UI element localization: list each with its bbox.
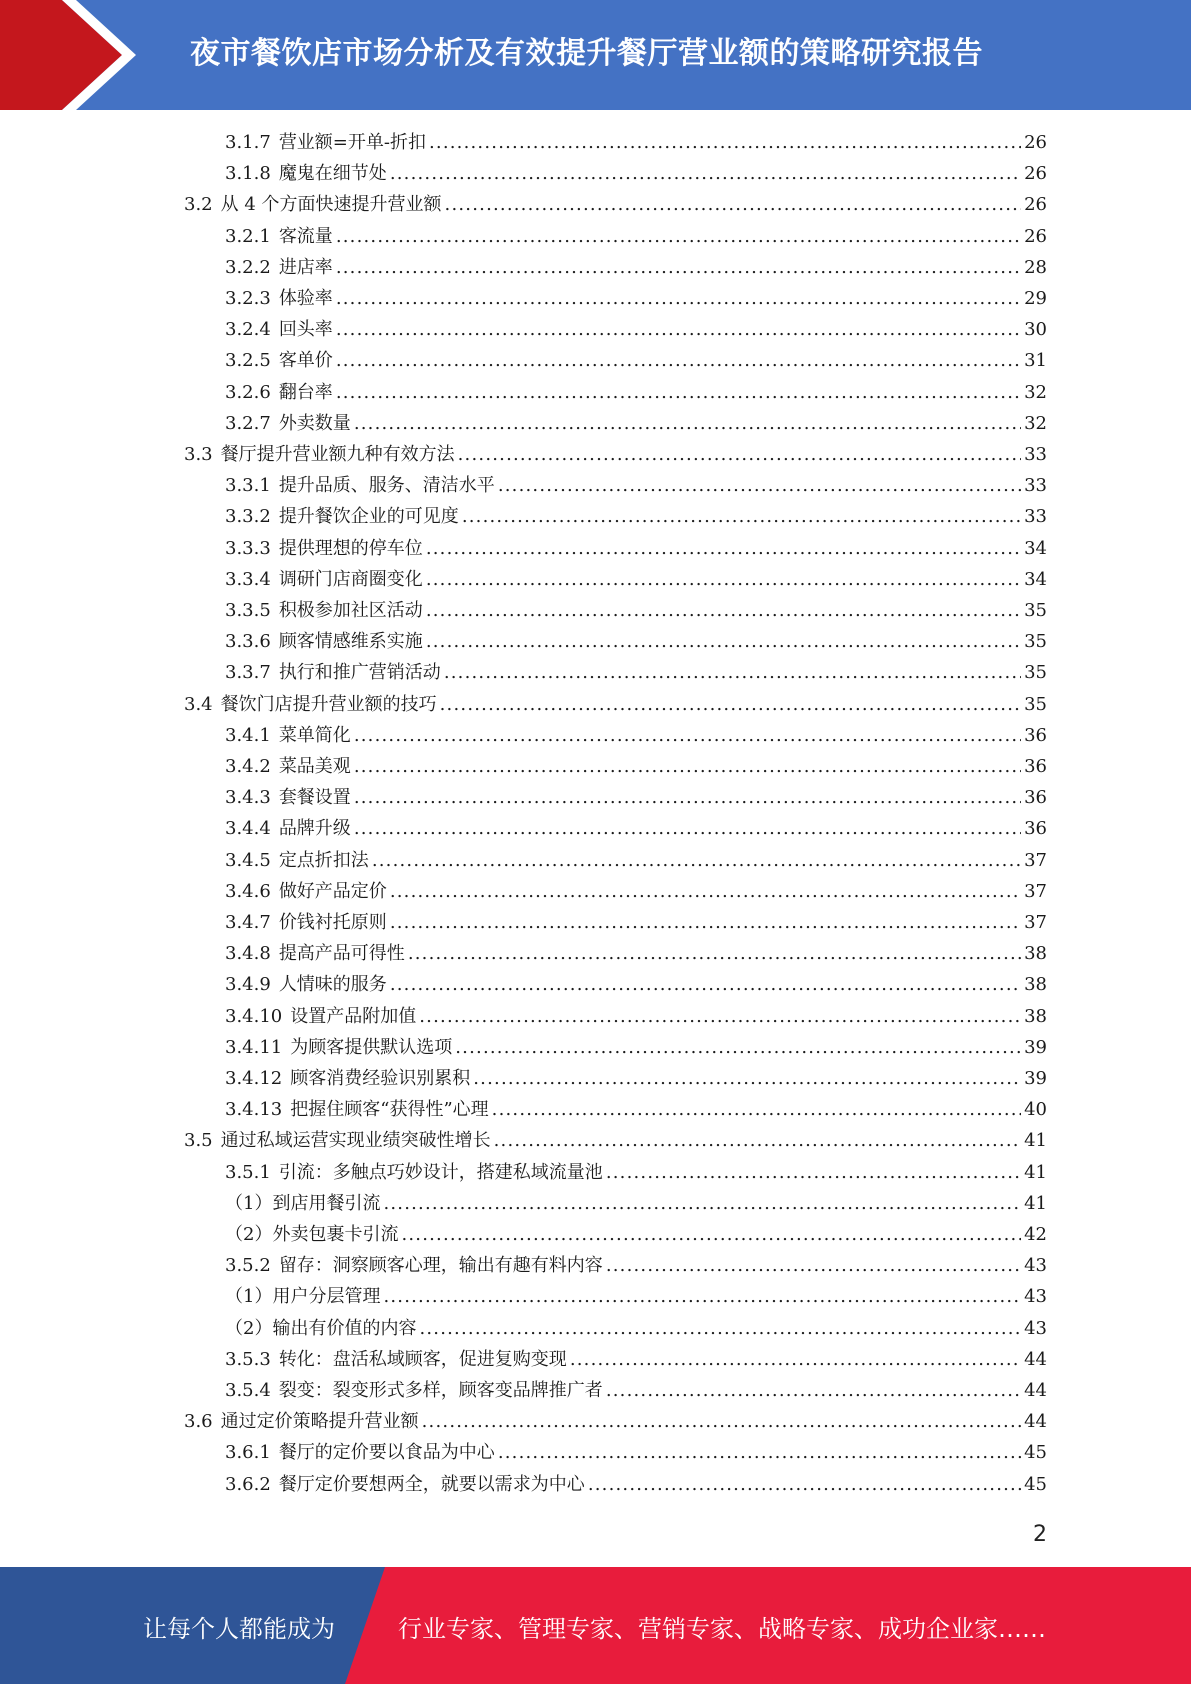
toc-entry[interactable]	[225, 1032, 1047, 1063]
toc-entry-title: 客流量	[278, 225, 333, 247]
toc-entry-number: 3.3.2	[225, 506, 271, 528]
toc-entry-page: 44	[1024, 1348, 1047, 1370]
toc-entry[interactable]	[225, 782, 1047, 813]
toc-entry-page: 26	[1024, 194, 1047, 216]
toc-entry-number: 3.4.2	[225, 756, 271, 777]
toc-entry-page: 28	[1024, 256, 1047, 278]
toc-entry-title: 回头率	[278, 319, 333, 341]
toc-entry[interactable]	[225, 127, 1047, 158]
toc-entry-title: （1）到店用餐引流	[225, 1192, 381, 1214]
toc-entry-page: 38	[1024, 1005, 1047, 1027]
toc-entry-page: 35	[1024, 600, 1047, 621]
toc-dot-leader	[336, 221, 1021, 252]
toc-entry-number: 3.3.3	[225, 537, 271, 559]
toc-entry-page: 40	[1024, 1099, 1047, 1121]
toc-entry-number: 3.2.6	[225, 381, 271, 403]
toc-entry[interactable]	[184, 439, 1047, 470]
toc-entry-title: 裂变：裂变形式多样，顾客变品牌推广者	[278, 1380, 603, 1401]
toc-entry-title: 提升品质、服务、清洁水平	[278, 475, 495, 497]
toc-dot-leader	[401, 1219, 1021, 1250]
toc-entry[interactable]	[225, 595, 1047, 626]
toc-entry-title: 菜单简化	[278, 724, 351, 746]
toc-entry-page: 41	[1024, 1130, 1047, 1152]
toc-entry-title: 价钱衬托原则	[278, 912, 387, 933]
toc-entry-page: 43	[1024, 1255, 1047, 1277]
toc-entry-page: 39	[1024, 1068, 1047, 1089]
toc-entry-title: 人情味的服务	[278, 974, 387, 996]
toc-entry[interactable]	[225, 876, 1047, 907]
toc-dot-leader	[429, 127, 1021, 158]
toc-dot-leader	[426, 564, 1021, 595]
toc-entry-page: 45	[1024, 1473, 1047, 1495]
toc-entry[interactable]	[225, 314, 1047, 345]
toc-entry-number: 3.5.3	[225, 1348, 271, 1370]
toc-entry-number: 3.4.7	[225, 912, 271, 933]
toc-dot-leader	[570, 1344, 1021, 1375]
toc-entry-page: 43	[1024, 1286, 1047, 1308]
toc-dot-leader	[354, 813, 1021, 844]
toc-entry-page: 35	[1024, 631, 1047, 653]
toc-entry[interactable]	[184, 189, 1047, 220]
toc-entry[interactable]	[184, 689, 1047, 720]
toc-entry[interactable]	[225, 1437, 1047, 1468]
toc-entry-page: 26	[1024, 225, 1047, 247]
toc-entry-page: 33	[1024, 506, 1047, 528]
toc-entry-number: 3.2	[184, 194, 213, 216]
toc-entry-title: 品牌升级	[278, 818, 351, 840]
toc-dot-leader	[336, 314, 1021, 345]
toc-entry[interactable]	[225, 470, 1047, 501]
toc-entry-title: 提供理想的停车位	[278, 537, 423, 559]
toc-entry-title: 执行和推广营销活动	[278, 662, 441, 684]
toc-entry-page: 36	[1024, 724, 1047, 746]
toc-entry-title: 客单价	[278, 350, 333, 372]
toc-entry-title: 通过定价策略提升营业额	[220, 1411, 419, 1433]
toc-entry[interactable]	[225, 252, 1047, 283]
toc-dot-leader	[408, 938, 1021, 969]
toc-entry[interactable]	[225, 1063, 1047, 1094]
toc-dot-leader	[354, 408, 1021, 439]
toc-entry-page: 33	[1024, 475, 1047, 497]
toc-entry-page: 31	[1024, 350, 1047, 372]
toc-entry[interactable]	[225, 1094, 1047, 1125]
toc-entry-title: 顾客消费经验识别累积	[290, 1068, 471, 1089]
toc-entry-page: 36	[1024, 818, 1047, 840]
toc-entry-page: 44	[1024, 1411, 1047, 1433]
footer-banner	[0, 1567, 1191, 1684]
toc-entry-page: 39	[1024, 1036, 1047, 1058]
toc-entry-page: 35	[1024, 693, 1047, 715]
toc-entry-number: 3.5.4	[225, 1380, 271, 1401]
footer-slogan-right: 行业专家、管理专家、营销专家、战略专家、成功企业家……	[398, 1615, 1046, 1643]
toc-entry-page: 42	[1024, 1224, 1047, 1245]
toc-entry-page: 37	[1024, 880, 1047, 902]
toc-entry-number: 3.1.7	[225, 132, 271, 153]
toc-dot-leader	[390, 969, 1021, 1000]
toc-entry-page: 34	[1024, 568, 1047, 590]
toc-entry[interactable]	[225, 533, 1047, 564]
toc-dot-leader	[606, 1375, 1021, 1406]
toc-dot-leader	[606, 1250, 1021, 1281]
toc-entry-title: 定点折扣法	[278, 849, 369, 871]
toc-dot-leader	[419, 1001, 1021, 1032]
toc-entry-page: 33	[1024, 444, 1047, 465]
toc-entry-page: 34	[1024, 537, 1047, 559]
toc-dot-leader	[444, 657, 1021, 688]
toc-entry[interactable]	[225, 1219, 1047, 1250]
toc-entry-number: 3.4	[184, 693, 213, 715]
toc-entry[interactable]	[225, 1469, 1047, 1500]
toc-entry-page: 38	[1024, 974, 1047, 996]
toc-dot-leader	[426, 595, 1021, 626]
toc-entry[interactable]	[225, 158, 1047, 189]
toc-entry-title: 积极参加社区活动	[278, 600, 423, 621]
toc-entry-number: 3.4.10	[225, 1005, 283, 1027]
toc-entry-page: 44	[1024, 1380, 1047, 1401]
toc-dot-leader	[336, 345, 1021, 376]
toc-entry-title: 提高产品可得性	[278, 943, 405, 965]
toc-entry-number: 3.6.2	[225, 1473, 271, 1495]
toc-entry-number: 3.3.4	[225, 568, 271, 590]
toc-entry[interactable]	[225, 1188, 1047, 1219]
toc-dot-leader	[354, 782, 1021, 813]
toc-entry-page: 36	[1024, 787, 1047, 809]
toc-entry-title: 提升餐饮企业的可见度	[278, 506, 459, 528]
toc-entry[interactable]	[225, 1375, 1047, 1406]
toc-entry-number: 3.4.1	[225, 724, 271, 746]
toc-dot-leader	[372, 845, 1021, 876]
toc-entry[interactable]	[184, 1406, 1047, 1437]
toc-entry-number: 3.3.1	[225, 475, 271, 497]
toc-entry-number: 3.4.4	[225, 818, 271, 840]
toc-dot-leader	[588, 1469, 1021, 1500]
toc-dot-leader	[440, 689, 1021, 720]
toc-entry-title: 菜品美观	[278, 756, 351, 777]
toc-entry-title: 进店率	[278, 256, 333, 278]
toc-entry-title: 从 4 个方面快速提升营业额	[220, 194, 442, 216]
toc-entry-number: 3.5	[184, 1130, 213, 1152]
toc-entry-page: 26	[1024, 132, 1047, 153]
toc-dot-leader	[458, 439, 1021, 470]
toc-entry-page: 37	[1024, 849, 1047, 871]
toc-entry[interactable]	[225, 938, 1047, 969]
toc-entry-number: 3.6.1	[225, 1442, 271, 1464]
toc-entry[interactable]	[225, 564, 1047, 595]
page-number: 2	[1033, 1522, 1047, 1547]
toc-entry[interactable]	[225, 408, 1047, 439]
toc-entry-title: 设置产品附加值	[290, 1005, 417, 1027]
toc-entry[interactable]	[225, 1157, 1047, 1188]
toc-entry[interactable]	[225, 813, 1047, 844]
toc-dot-leader	[426, 626, 1021, 657]
toc-entry-title: 套餐设置	[278, 787, 351, 809]
toc-entry-page: 30	[1024, 319, 1047, 341]
toc-entry[interactable]	[184, 1125, 1047, 1156]
toc-entry-title: 调研门店商圈变化	[278, 568, 423, 590]
toc-entry-title: （2）外卖包裹卡引流	[225, 1224, 399, 1245]
toc-dot-leader	[606, 1157, 1021, 1188]
toc-dot-leader	[445, 189, 1022, 220]
footer-slogan-left: 让每个人都能成为	[143, 1615, 335, 1643]
toc-entry-title: 魔鬼在细节处	[278, 163, 387, 185]
toc-entry-title: 把握住顾客“获得性”心理	[290, 1099, 489, 1121]
toc-entry[interactable]	[225, 221, 1047, 252]
toc-entry-number: 3.2.2	[225, 256, 271, 278]
toc-entry[interactable]	[225, 1001, 1047, 1032]
toc-entry-number: 3.2.1	[225, 225, 271, 247]
toc-entry-number: 3.6	[184, 1411, 213, 1433]
toc-entry[interactable]	[225, 283, 1047, 314]
toc-entry-page: 32	[1024, 381, 1047, 403]
toc-entry[interactable]	[225, 1344, 1047, 1375]
toc-entry-number: 3.3.6	[225, 631, 271, 653]
toc-entry-number: 3.2.3	[225, 288, 271, 309]
toc-entry[interactable]	[225, 720, 1047, 751]
toc-dot-leader	[473, 1063, 1021, 1094]
toc-dot-leader	[354, 720, 1021, 751]
toc-entry-title: 餐厅提升营业额九种有效方法	[220, 444, 455, 465]
toc-entry[interactable]	[225, 657, 1047, 688]
toc-entry-number: 3.2.7	[225, 412, 271, 434]
toc-entry-number: 3.5.2	[225, 1255, 271, 1277]
toc-entry-page: 36	[1024, 756, 1047, 777]
toc-entry[interactable]	[225, 377, 1047, 408]
toc-entry[interactable]	[225, 969, 1047, 1000]
document-title: 夜市餐饮店市场分析及有效提升餐厅营业额的策略研究报告	[190, 36, 983, 71]
toc-entry-title: 餐饮门店提升营业额的技巧	[220, 693, 437, 715]
toc-entry[interactable]	[225, 1313, 1047, 1344]
toc-entry-page: 35	[1024, 662, 1047, 684]
toc-dot-leader	[336, 252, 1021, 283]
toc-entry-number: 3.4.8	[225, 943, 271, 965]
toc-dot-leader	[426, 533, 1021, 564]
toc-dot-leader	[498, 470, 1021, 501]
toc-entry-page: 43	[1024, 1317, 1047, 1339]
toc-dot-leader	[390, 158, 1021, 189]
toc-entry-page: 45	[1024, 1442, 1047, 1464]
toc-dot-leader	[419, 1313, 1021, 1344]
toc-entry[interactable]	[225, 501, 1047, 532]
toc-dot-leader	[455, 1032, 1021, 1063]
toc-entry-page: 32	[1024, 412, 1047, 434]
toc-dot-leader	[462, 501, 1021, 532]
toc-entry-number: 3.4.13	[225, 1099, 283, 1121]
toc-entry-page: 37	[1024, 912, 1047, 933]
toc-entry-number: 3.4.11	[225, 1036, 283, 1058]
toc-entry-title: 翻台率	[278, 381, 333, 403]
toc-entry-number: 3.4.12	[225, 1068, 283, 1089]
toc-entry-number: 3.4.5	[225, 849, 271, 871]
toc-entry-number: 3.4.3	[225, 787, 271, 809]
toc-dot-leader	[492, 1094, 1021, 1125]
toc-entry-number: 3.5.1	[225, 1161, 271, 1183]
toc-entry-page: 41	[1024, 1161, 1047, 1183]
toc-entry[interactable]	[225, 1250, 1047, 1281]
toc-entry[interactable]	[225, 626, 1047, 657]
toc-entry-title: 留存：洞察顾客心理，输出有趣有料内容	[278, 1255, 603, 1277]
toc-entry-title: 外卖数量	[278, 412, 351, 434]
toc-entry-title: 营业额=开单-折扣	[278, 132, 426, 153]
header-arrow-decoration	[0, 0, 200, 110]
toc-dot-leader	[383, 1281, 1021, 1312]
toc-entry[interactable]	[225, 907, 1047, 938]
toc-entry-number: 3.2.5	[225, 350, 271, 372]
toc-dot-leader	[354, 751, 1021, 782]
toc-entry-title: 为顾客提供默认选项	[290, 1036, 453, 1058]
toc-entry-title: 转化：盘活私域顾客，促进复购变现	[278, 1348, 567, 1370]
toc-entry-page: 41	[1024, 1192, 1047, 1214]
toc-entry-number: 3.3.7	[225, 662, 271, 684]
toc-dot-leader	[390, 907, 1021, 938]
toc-entry[interactable]	[225, 1281, 1047, 1312]
toc-entry-page: 29	[1024, 288, 1047, 309]
toc-entry[interactable]	[225, 345, 1047, 376]
toc-entry[interactable]	[225, 845, 1047, 876]
toc-dot-leader	[336, 283, 1021, 314]
toc-dot-leader	[336, 377, 1021, 408]
toc-dot-leader	[383, 1188, 1021, 1219]
toc-dot-leader	[422, 1406, 1021, 1437]
toc-entry-page: 26	[1024, 163, 1047, 185]
toc-dot-leader	[390, 876, 1021, 907]
toc-dot-leader	[494, 1125, 1021, 1156]
toc-entry-title: 做好产品定价	[278, 880, 387, 902]
toc-entry-title: 体验率	[278, 288, 333, 309]
toc-entry-number: 3.3	[184, 444, 213, 465]
toc-entry-number: 3.1.8	[225, 163, 271, 185]
toc-entry-title: 餐厅的定价要以食品为中心	[278, 1442, 495, 1464]
toc-entry-title: 通过私域运营实现业绩突破性增长	[220, 1130, 491, 1152]
toc-entry-title: （1）用户分层管理	[225, 1286, 381, 1308]
toc-entry-title: 餐厅定价要想两全，就要以需求为中心	[278, 1473, 585, 1495]
toc-dot-leader	[498, 1437, 1021, 1468]
toc-entry-page: 38	[1024, 943, 1047, 965]
toc-entry-title: 顾客情感维系实施	[278, 631, 423, 653]
header-banner	[0, 0, 1191, 110]
toc-entry-number: 3.4.9	[225, 974, 271, 996]
toc-entry-number: 3.2.4	[225, 319, 271, 341]
toc-entry-title: 引流：多触点巧妙设计，搭建私域流量池	[278, 1161, 603, 1183]
toc-entry-number: 3.4.6	[225, 880, 271, 902]
toc-entry-title: （2）输出有价值的内容	[225, 1317, 417, 1339]
toc-entry-number: 3.3.5	[225, 600, 271, 621]
toc-entry[interactable]	[225, 751, 1047, 782]
